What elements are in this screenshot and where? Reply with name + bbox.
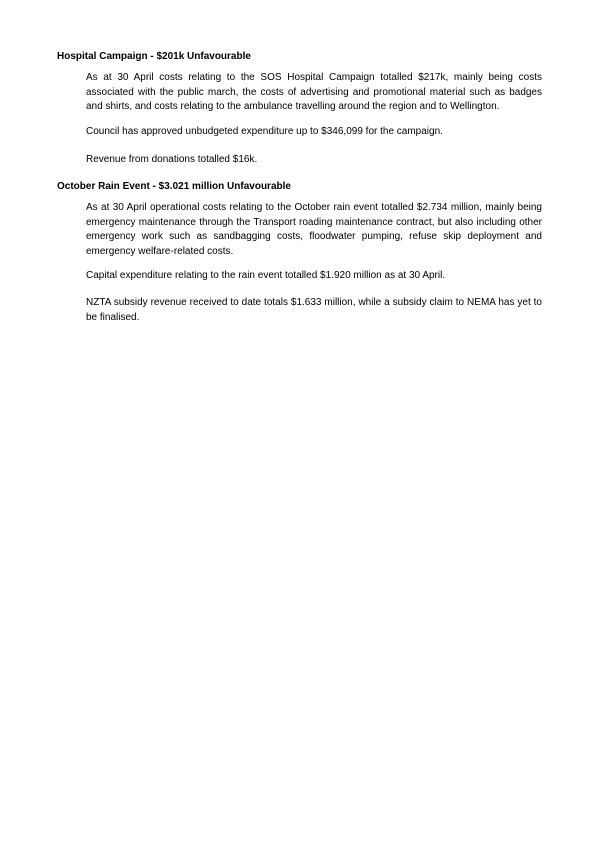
paragraph-rain-capital-expenditure: Capital expenditure relating to the rain event totalled $1.920 million as at 30 April. (86, 270, 446, 281)
paragraph-rain-nzta-subsidy: NZTA subsidy revenue received to date totals $1.633 million, while a subsidy claim to NEMA has yet to be finalised. (86, 297, 542, 323)
paragraph-rain-operational-costs: As at 30 April operational costs relating to the October rain event totalled $2.734 million, mainly being emergency maintenance through the Transport roading maintenance contract, but also including other emergency work such as sandbagging costs, floodwater pumping, refuse skip deployment and emergency welfare-related costs. (86, 202, 542, 257)
paragraph-hospital-costs: As at 30 April costs relating to the SOS Hospital Campaign totalled $217k, mainly being costs associated with the public march, the costs of advertising and promotional material such as badges and shirts, and costs relating to the ambulance travelling around the region and to Wellington. (86, 72, 542, 112)
section-heading-hospital-campaign: Hospital Campaign - $201k Unfavourable (57, 51, 251, 62)
section-heading-october-rain-event: October Rain Event - $3.021 million Unfavourable (57, 181, 291, 192)
paragraph-hospital-revenue: Revenue from donations totalled $16k. (86, 154, 258, 165)
paragraph-hospital-approval: Council has approved unbudgeted expenditure up to $346,099 for the campaign. (86, 126, 443, 137)
